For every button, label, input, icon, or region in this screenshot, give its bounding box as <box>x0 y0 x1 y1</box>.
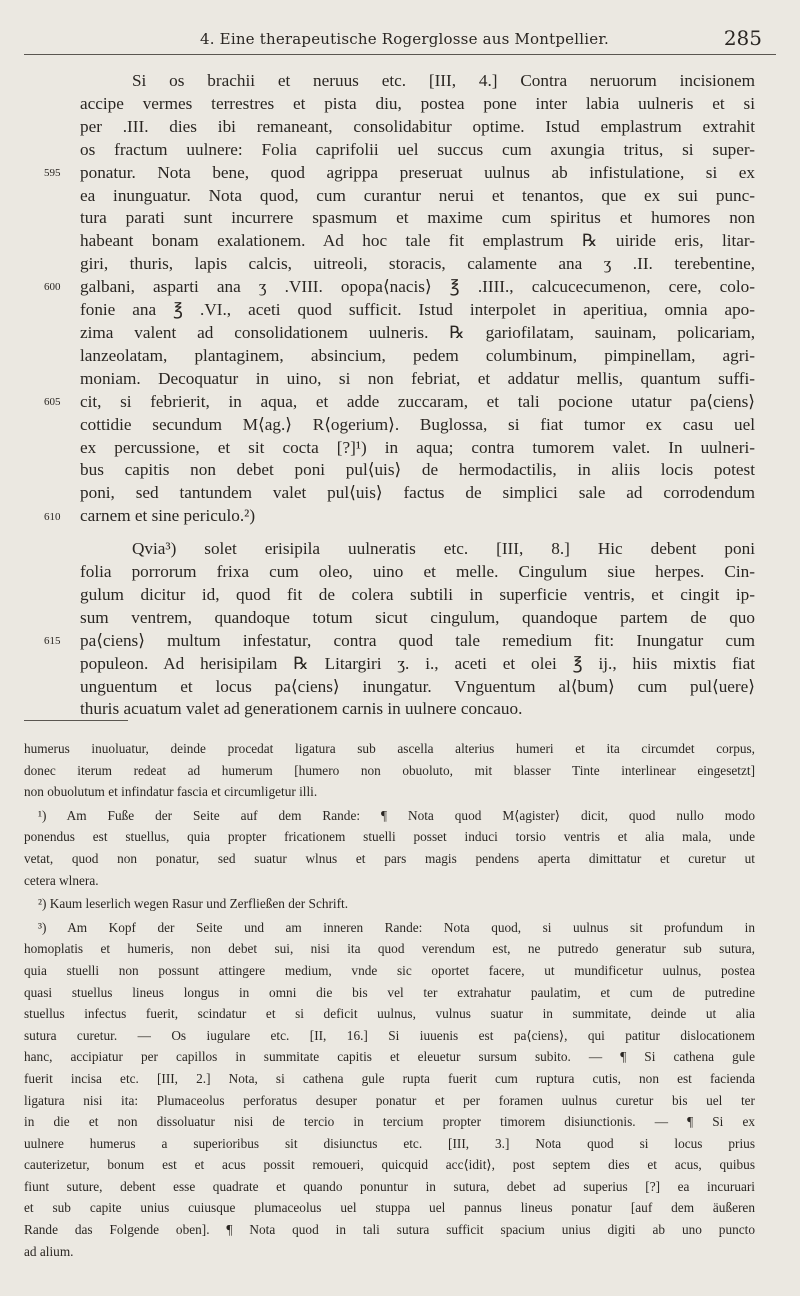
page-number: 285 <box>723 26 762 50</box>
running-header <box>24 26 776 55</box>
text-line: Si os brachii et neruus etc. [III, 4.] Contra neruorum incisionem <box>132 71 755 90</box>
footnote-line: ad alium. <box>24 1243 74 1259</box>
footnote-line: hanc, accipiatur per capillos in summitate capitis et eleuetur sursum subito. — ¶ Si cathena gule <box>24 1049 755 1065</box>
footnote-line: quia stuelli non possunt attingere medium, vnde sic oportet facere, ut mundificetur uulnus, postea <box>24 962 755 978</box>
line-number: 610 <box>44 511 61 523</box>
text-line: galbani, asparti ana ʒ .VIII. opopa⟨nacis⟩ ℥ .IIII., calcucecumenon, cere, colo- <box>80 277 755 297</box>
footnote-line: cetera wlnera. <box>24 872 99 888</box>
footnote-line: ¹) Am Fuße der Seite auf dem Rande: ¶ Nota quod M⟨agister⟩ dicit, quod nullo modo <box>38 807 755 823</box>
footnote-line: uulnere humerus a superioribus sit disiunctus etc. [III, 3.] Nota quod si locus prius <box>24 1135 755 1151</box>
footnote-line: fuerit incisa etc. [III, 2.] Nota, si cathena gule rupta fuerit cum ruptura cutis, non est facienda <box>24 1070 755 1086</box>
text-line: giri, thuris, lapis calcis, uitreoli, storacis, calamente ana ʒ .II. terebentine, <box>80 254 755 274</box>
footnote-line: quasi stuellus lineus longus in omni die bis vel ter extrahatur paulatim, et cum de putredine <box>24 984 755 1000</box>
text-line: zima valent ad consolidationem uulneris. ℞ gariofilatam, sauinam, policariam, <box>80 322 755 342</box>
text-line: os fractum uulnere: Folia caprifolii uel succus cum axungia tritus, si super- <box>80 139 755 159</box>
footnote-line: in die et non dissoluatur nisi de tercio in tercium propter timorem disiunctionis. — ¶ Si ex <box>24 1114 755 1130</box>
text-line: folia porrorum frixa cum oleo, uino et melle. Cingulum siue herpes. Cin- <box>80 562 755 582</box>
text-line: ex percussione, et sit cocta [?]¹) in aqua; contra tumorem valet. In uulneri- <box>80 437 755 457</box>
footnote-line: sutura curetur. — Os iugulare etc. [II, 16.] Si iuuenis est pa⟨ciens⟩, qui patitur dislocationem <box>24 1027 755 1043</box>
footnote-line: donec iterum redeat ad humerum [humero non obuoluto, mit blasser Tinte interlinear eingesetzt] <box>24 762 755 778</box>
text-line: sum ventrem, quandoque totum sicut cingulum, quandoque partem de quo <box>80 607 755 627</box>
footnote-line: et sub capite unius cuiusque plumaceolus uel stuppa uel pannus lineus ponatur [auf dem äußeren <box>24 1200 755 1216</box>
paragraph <box>80 538 755 721</box>
text-line: tura parati sunt incurrere spasmum et maxime cum spiritus et humores non <box>80 208 755 228</box>
footnote-line: ²) Kaum leserlich wegen Rasur und Zerfließen der Schrift. <box>38 896 349 912</box>
footnote-line: Rande das Folgende oben]. ¶ Nota quod in tali sutura sufficit spacium unius digiti ab uno puncto <box>24 1222 755 1238</box>
footnote-3 <box>24 917 755 1263</box>
text-line: cottidie secundum M⟨ag.⟩ R⟨ogerium⟩. Buglossa, si fiat tumor ex casu uel <box>80 414 755 434</box>
footnote-line: humerus inuoluatur, deinde procedat ligatura sub ascella alterius humeri et ita circumdet corpus, <box>24 741 755 756</box>
footnote-continuation <box>24 738 755 803</box>
text-line: lanzeolatam, plantaginem, absincium, pedem columbinum, pimpinellam, agri- <box>80 345 755 365</box>
text-line: moniam. Decoquatur in uino, si non febriat, et addatur mellis, quantum suffi- <box>80 368 755 388</box>
line-number: 605 <box>44 396 61 408</box>
running-title: 4. Eine therapeutische Rogerglosse aus Montpellier. <box>200 30 610 48</box>
text-line: ponatur. Nota bene, quod agrippa preseruat uulnus ab infistulatione, si ex <box>80 162 755 182</box>
footnote-line: vetat, quod non ponatur, sed suatur wlnus et pars magis pendens aperta dimittatur et curetur ut <box>24 850 755 866</box>
text-line: carnem et sine periculo.²) <box>80 506 256 526</box>
footnote-line: ligatura nisi ita: Plumaceolus perforatus desuper ponatur et per foramen uulnus curetur bis uel ter <box>24 1092 755 1108</box>
footnote-separator <box>24 720 128 721</box>
footnote-line: non obuolutum et infindatur fascia et circumligetur illi. <box>24 784 318 800</box>
paragraph <box>80 70 755 528</box>
footnote-2 <box>24 893 755 915</box>
text-line: ea inunguatur. Nota quod, cum curantur nerui et tenantos, que ex sui punc- <box>80 185 755 205</box>
main-text <box>80 70 755 731</box>
line-number: 595 <box>44 167 61 179</box>
footnote-line: ³) Am Kopf der Seite und am inneren Rande: Nota quod, si uulnus sit profundum in <box>38 919 755 935</box>
text-line: thuris acuatum valet ad generationem carnis in uulnere concauo. <box>80 699 523 719</box>
text-line: cit, si febrierit, in aqua, et adde zuccaram, et tali pocione utatur pa⟨ciens⟩ <box>80 391 755 411</box>
footnote-line: cauterizetur, bonum est et acus possit remoueri, quicquid acc⟨idit⟩, post septem dies et acus, quibus <box>24 1157 755 1173</box>
footnote-line: fiunt suture, debent esse quadrate et quando ponuntur in sutura, debet ad superius [?] ea incuruari <box>24 1178 755 1194</box>
footnote-line: ponendus est stuellus, quia propter fricationem stuelli posset induci torsio ventris et alia mala, unde <box>24 829 755 845</box>
text-line: fonie ana ℥ .VI., aceti quod sufficit. Istud interpolet in aperitiua, omnia apo- <box>80 300 755 320</box>
text-line: poni, sed tantundem valet pul⟨uis⟩ factus de simplici sale ad corrodendum <box>80 483 755 503</box>
line-number: 615 <box>44 635 61 647</box>
text-line: populeon. Ad herisipilam ℞ Litargiri ʒ. i., aceti et olei ℥ ij., hiis mixtis fiat <box>80 653 755 673</box>
text-line: habeant bonam exalationem. Ad hoc tale fit emplastrum ℞ uiride eris, litar- <box>80 231 755 251</box>
text-line: accipe vermes terrestres et pista diu, postea pone inter labia uulneris et si <box>80 93 755 113</box>
footnote-line: homoplatis et humeris, non debet sui, nisi ita quod verendum est, ne putredo generatur sub sutura, <box>24 941 755 957</box>
text-line: unguentum et locus pa⟨ciens⟩ inungatur. Vnguentum al⟨bum⟩ cum pul⟨uere⟩ <box>80 676 755 696</box>
text-line: gulum dicitur id, quod fit de colera subtili in superficie ventris, et cingit ip- <box>80 584 755 604</box>
footnote-line: stuellus infectus fuerit, scindatur et si deficit uulnus, vulnus suatur in summitate, deinde ut alia <box>24 1006 755 1022</box>
line-number: 600 <box>44 281 61 293</box>
text-line: pa⟨ciens⟩ multum infestatur, contra quod tale remedium fit: Inungatur cum <box>80 630 755 650</box>
footnotes <box>24 738 755 1262</box>
text-line: Qvia³) solet erisipila uulneratis etc. [III, 8.] Hic debent poni <box>132 539 755 559</box>
footnote-1 <box>24 805 755 891</box>
text-line: per .III. dies ibi remaneant, consolidabitur optime. Istud emplastrum extrahit <box>80 116 755 136</box>
text-line: bus capitis non debet poni pul⟨uis⟩ de hermodactilis, in aliis locis potest <box>80 460 755 480</box>
